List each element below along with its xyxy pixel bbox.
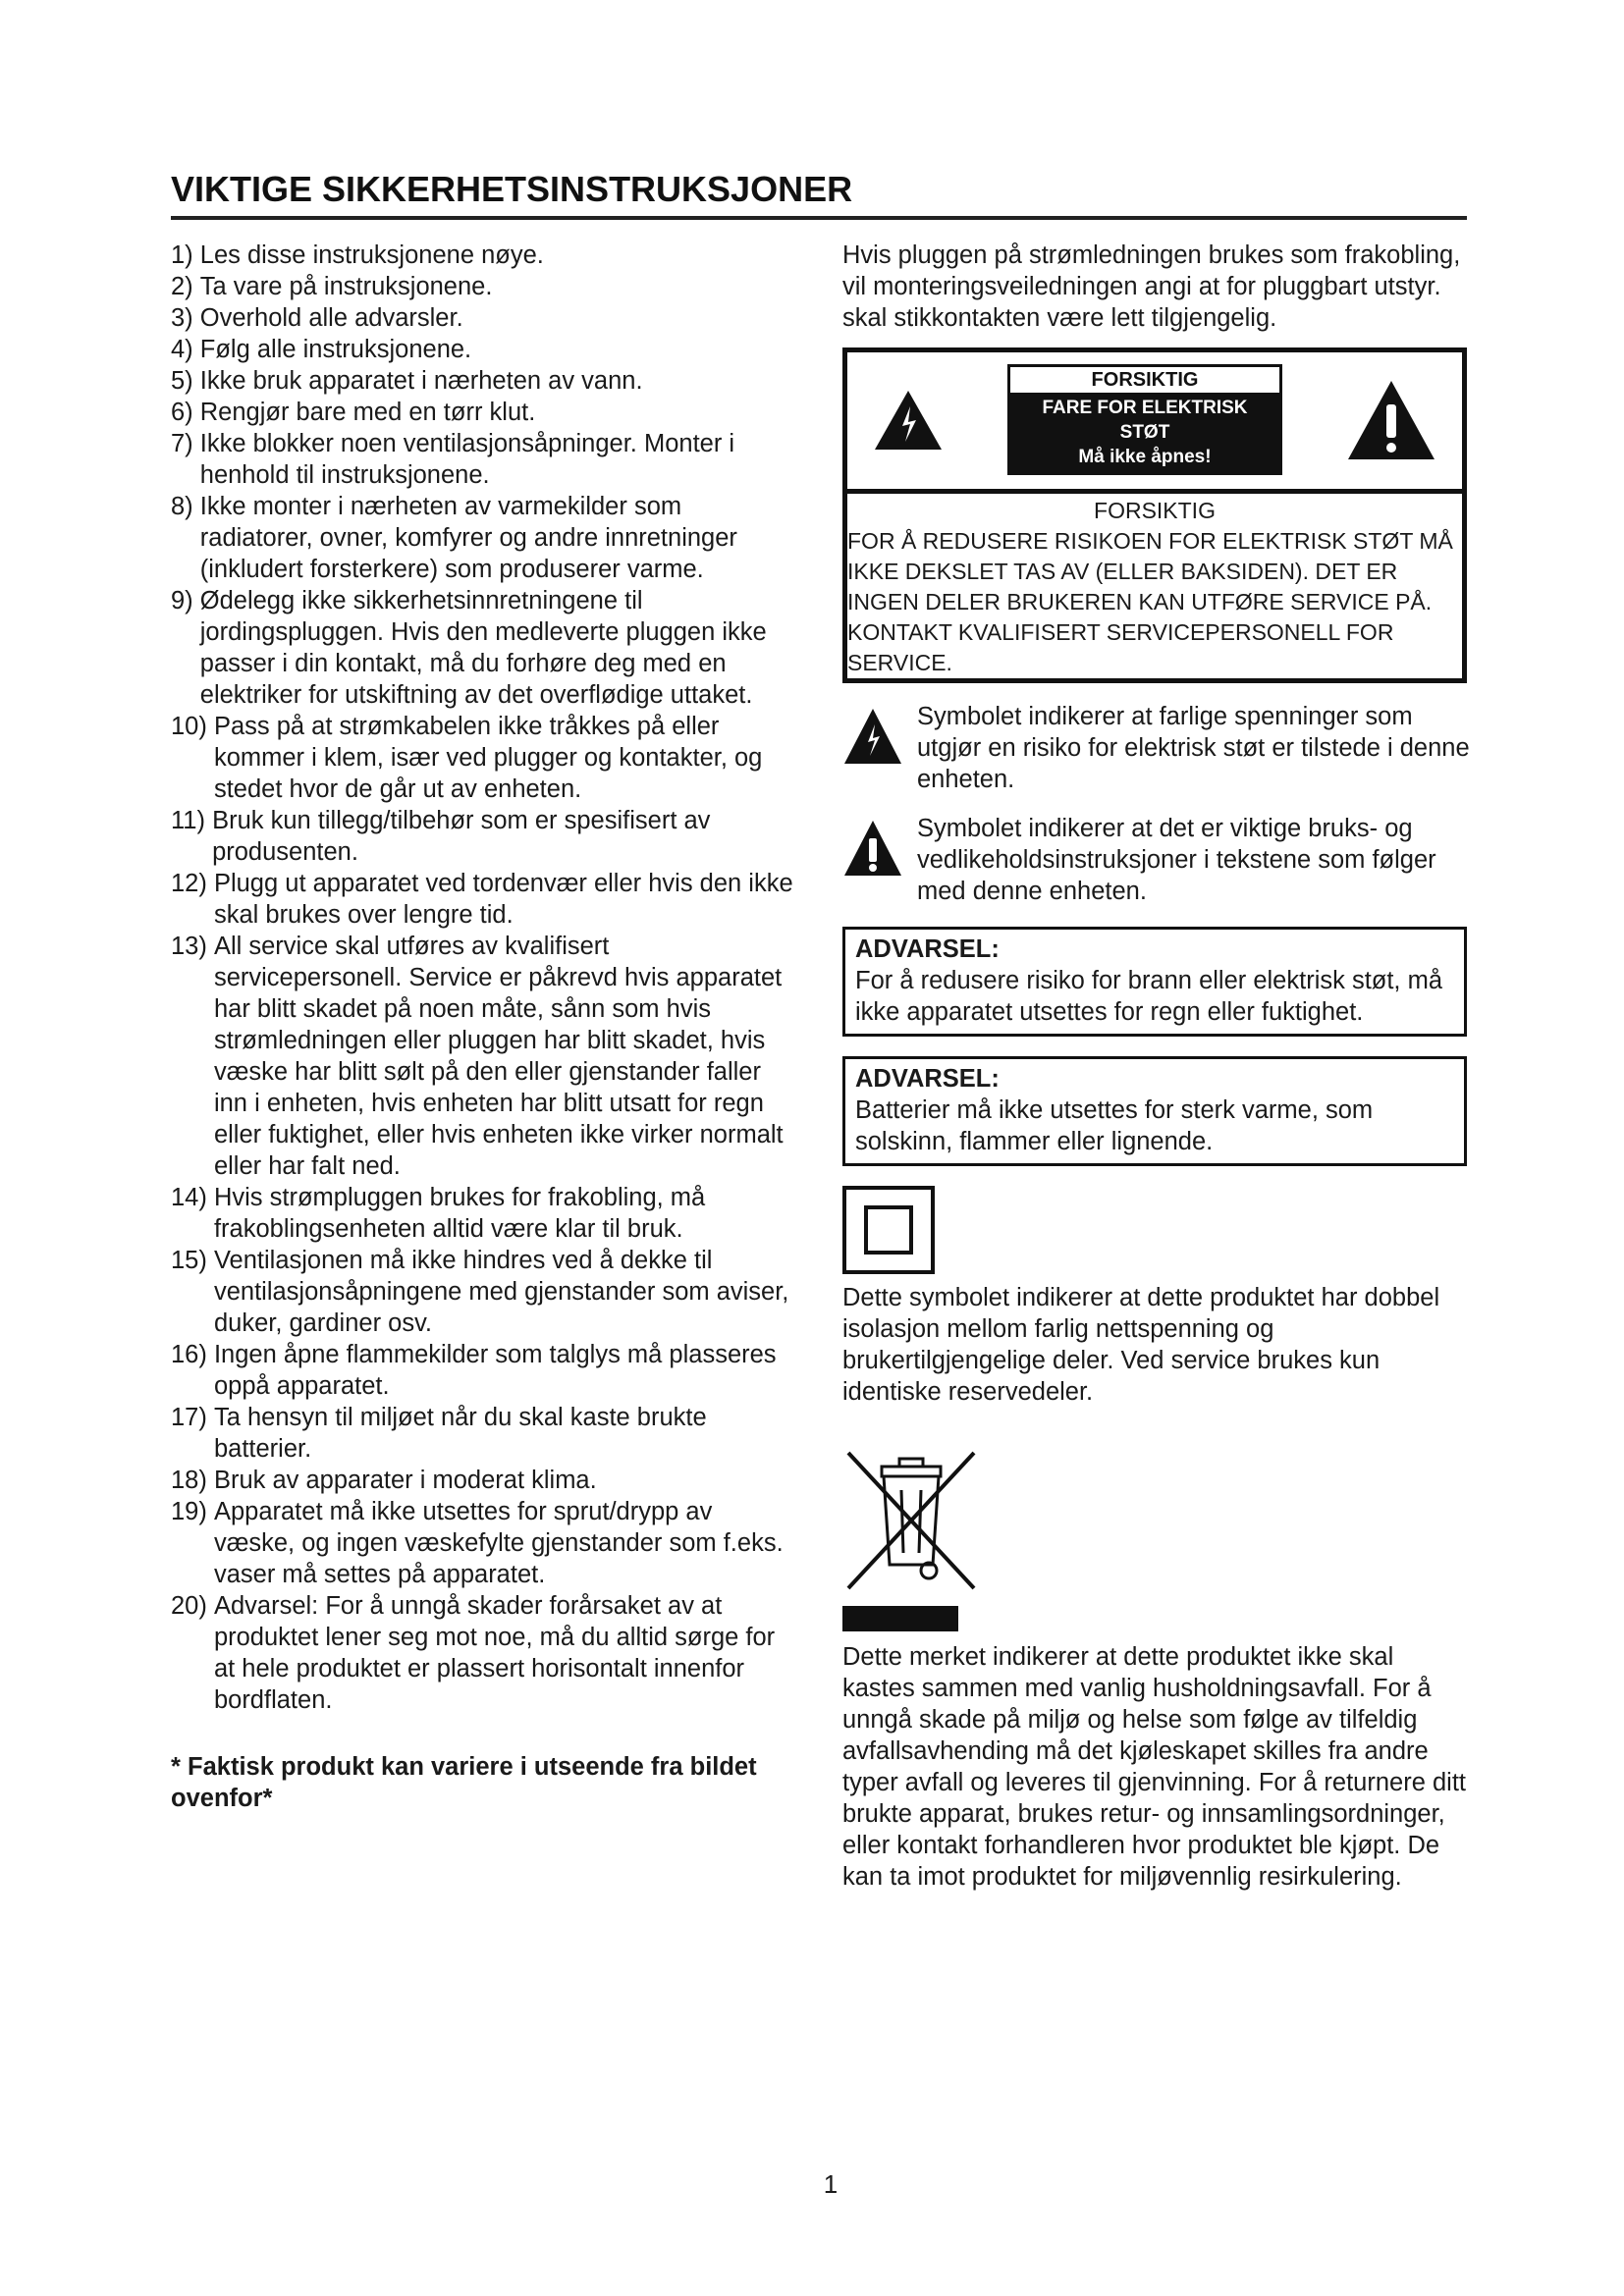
caution-box <box>842 347 1467 683</box>
list-item: 8) Ikke monter i nærheten av varmekilder som radiatorer, ovner, komfyrer og andre innretninger (inkludert forsterkere) som produserer varme. <box>171 493 737 583</box>
exclamation-warning-icon <box>1346 379 1436 461</box>
warning-box-moisture: ADVARSEL: For å redusere risiko for brann eller elektrisk støt, må ikke apparatet utsettes for regn eller fuktighet. <box>842 927 1467 1037</box>
list-item: 6) Rengjør bare med en tørr klut. <box>171 399 536 426</box>
plug-disconnect-text: Hvis pluggen på strømledningen brukes som frakobling, vil monteringsveiledningen angi at for pluggbart utstyr. skal stikkontakten være lett tilgjengelig. <box>842 241 1461 332</box>
exclamation-symbol-row <box>842 813 1471 907</box>
page-number: 1 <box>823 2169 839 2199</box>
warning-box-battery: ADVARSEL: Batterier må ikke utsettes for sterk varme, som solskinn, flammer eller lignende. <box>842 1056 1467 1166</box>
list-item: 15) Ventilasjonen må ikke hindres ved å dekke til ventilasjonsåpningene med gjenstander som aviser, duker, gardiner osv. <box>171 1247 789 1337</box>
electric-shock-warning-icon <box>873 389 944 452</box>
right-column <box>842 240 1471 1893</box>
voltage-symbol-row <box>842 701 1471 795</box>
list-item: 2) Ta vare på instruksjonene. <box>171 273 493 300</box>
weee-text: Dette merket indikerer at dette produktet ikke skal kastes sammen med vanlig husholdningsavfall. For å unngå skade på miljø og helse som følge av tilfeldig avfallsavhending må det kjøleskapet skilles fra andre typer avfall og leveres til gjenvinning. For å returnere ditt brukte apparat, brukes retur- og innsamlingsordninger, eller kontakt forhandleren hvor produktet ble kjøpt. De kan ta imot produktet for miljøvennlig resirkulering. <box>842 1643 1466 1891</box>
caution-label-row <box>847 352 1462 494</box>
crossed-out-bin-icon <box>842 1447 980 1594</box>
exclamation-triangle-icon <box>842 819 903 880</box>
list-item: 16) Ingen åpne flammekilder som talglys må plasseres oppå apparatet. <box>171 1341 777 1400</box>
page-title: VIKTIGE SIKKERHETSINSTRUKSJONER <box>171 169 1467 220</box>
list-item: 18) Bruk av apparater i moderat klima. <box>171 1467 597 1494</box>
caution-label: FORSIKTIG FARE FOR ELEKTRISK STØT Må ikke åpnes! <box>1007 364 1282 475</box>
double-insulation-text: Dette symbolet indikerer at dette produktet har dobbel isolasjon mellom farlig nettspenning og brukertilgjengelige deler. Ved service brukes kun identiske reservedeler. <box>842 1284 1440 1406</box>
instruction-list <box>171 240 799 1814</box>
list-item: 7) Ikke blokker noen ventilasjonsåpninger. Monter i henhold til instruksjonene. <box>171 430 735 489</box>
list-item: 3) Overhold alle advarsler. <box>171 304 463 332</box>
list-item: 17) Ta hensyn til miljøet når du skal kaste brukte batterier. <box>171 1404 707 1463</box>
list-item: 5) Ikke bruk apparatet i nærheten av vann. <box>171 367 643 395</box>
list-item: 14) Hvis strømpluggen brukes for frakobling, må frakoblingsenheten alltid være klar til bruk. <box>171 1184 706 1243</box>
lightning-triangle-icon <box>842 707 903 768</box>
double-insulation-icon <box>842 1186 935 1274</box>
list-item: 13) All service skal utføres av kvalifisert servicepersonell. Service er påkrevd hvis apparatet har blitt skadet på noen måte, sånn som hvis strømledningen eller pluggen har blitt skadet, hvis væske har blitt sølt på den eller gjenstander faller inn i enheten, hvis enheten har blitt utsatt for regn eller fuktighet, eller hvis enheten ikke virker normalt eller har falt ned. <box>171 933 784 1180</box>
list-item: 11) Bruk kun tillegg/tilbehør som er spesifisert av produsenten. <box>171 807 711 866</box>
black-bar-mark <box>842 1606 958 1631</box>
list-item: 4) Følg alle instruksjonene. <box>171 336 472 363</box>
list-item: 20) Advarsel: For å unngå skader forårsaket av at produktet lener seg mot noe, må du alltid sørge for at hele produktet er plassert horisontalt innenfor bordflaten. <box>171 1592 776 1714</box>
list-item: 10) Pass på at strømkabelen ikke tråkkes på eller kommer i klem, især ved plugger og kontakter, og stedet hvor de går ut av enheten. <box>171 713 763 803</box>
list-item: 1) Les disse instruksjonene nøye. <box>171 241 544 269</box>
list-item: 12) Plugg ut apparatet ved tordenvær eller hvis den ikke skal brukes over lengre tid. <box>171 870 793 929</box>
caution-text: FORSIKTIG FOR Å REDUSERE RISIKOEN FOR ELEKTRISK STØT MÅ IKKE DEKSLET TAS AV (ELLER BAKSIDEN). DET ER INGEN DELER BRUKEREN KAN UTFØRE SERVICE PÅ. KONTAKT KVALIFISERT SERVICEPERSONELL FOR SERVICE. <box>847 498 1453 675</box>
list-item: 9) Ødelegg ikke sikkerhetsinnretningene til jordingspluggen. Hvis den medleverte pluggen ikke passer i din kontakt, må du forhøre deg med en elektriker for utskiftning av det overflødige uttaket. <box>171 587 767 709</box>
list-item: 19) Apparatet må ikke utsettes for sprut/drypp av væske, og ingen væskefylte gjenstander som f.eks. vaser må settes på apparatet. <box>171 1498 784 1588</box>
appearance-note: * Faktisk produkt kan variere i utseende fra bildet ovenfor* <box>171 1753 757 1812</box>
voltage-symbol-text: Symbolet indikerer at farlige spenninger som utgjør en risiko for elektrisk støt er tilstede i denne enheten. <box>917 703 1470 793</box>
exclamation-symbol-text: Symbolet indikerer at det er viktige bruks- og vedlikeholdsinstruksjoner i tekstene som følger med denne enheten. <box>917 815 1436 905</box>
